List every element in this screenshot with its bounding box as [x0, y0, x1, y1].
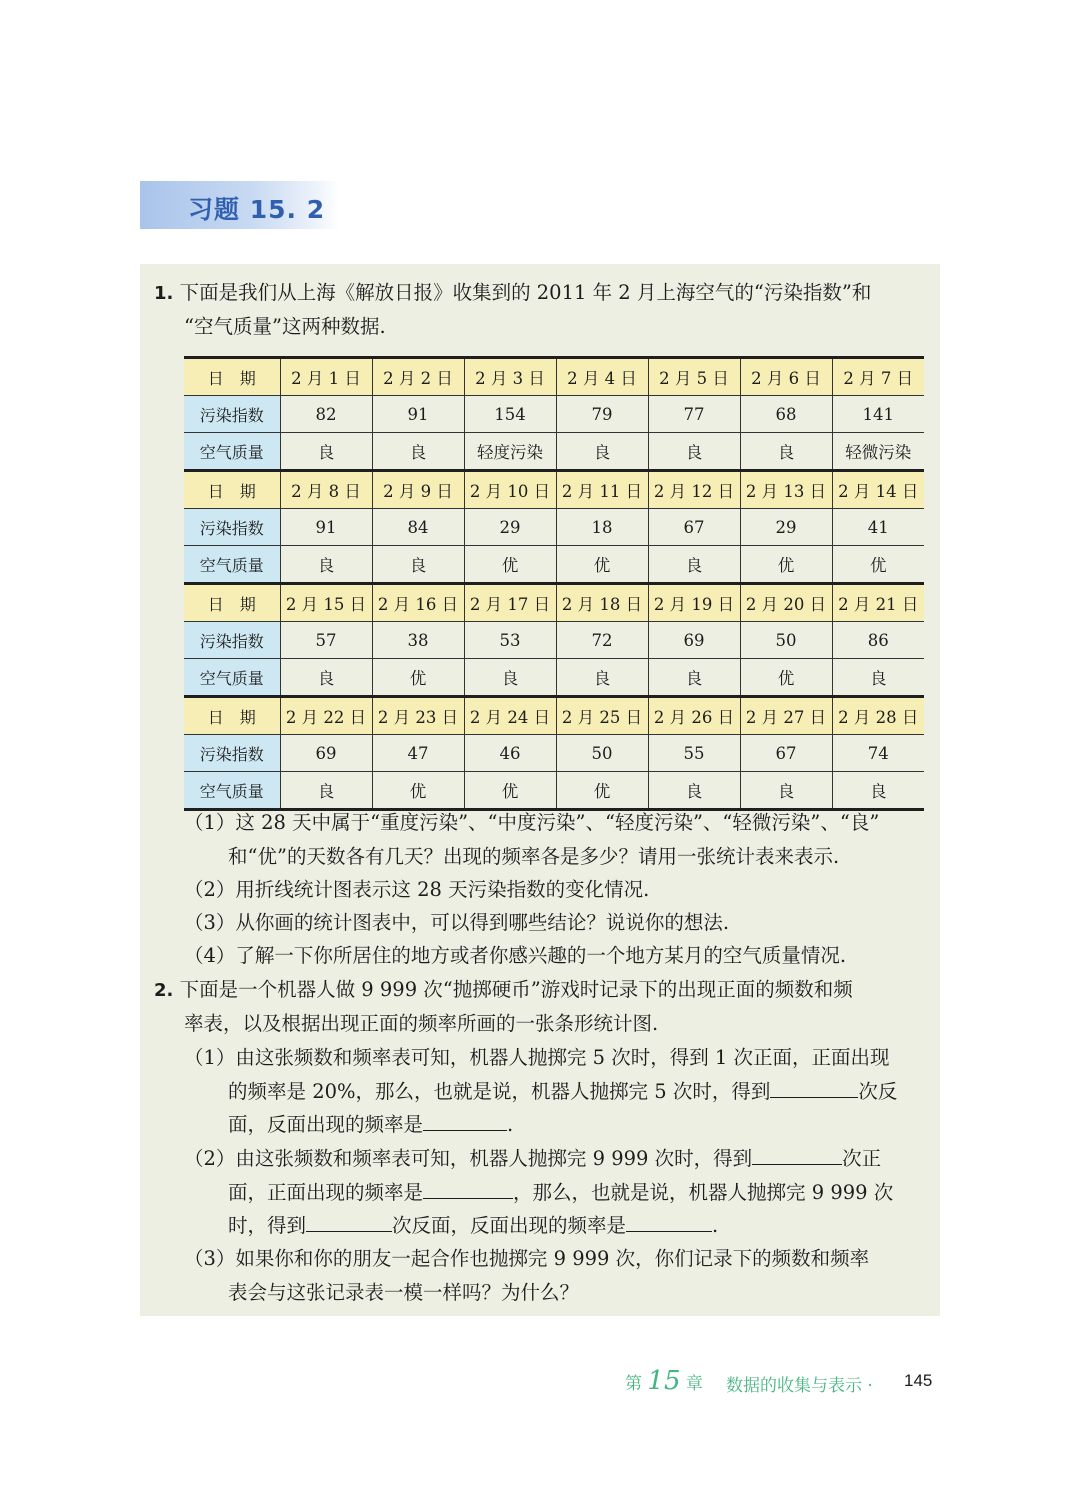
- table-cell: 良: [372, 546, 464, 584]
- table-cell: 69: [280, 735, 372, 772]
- table-cell: 优: [372, 659, 464, 697]
- row-label: 日 期: [184, 584, 280, 622]
- air-quality-table: [184, 356, 924, 811]
- table-cell: 优: [372, 772, 464, 810]
- row-label: 污染指数: [184, 622, 280, 659]
- q1-sub1-line1: （1）这 28 天中属于“重度污染”、“中度污染”、“轻度污染”、“轻微污染”、“良”: [184, 811, 880, 834]
- table-cell: 29: [464, 509, 556, 546]
- air-quality-row: [184, 659, 924, 697]
- row-label: 日 期: [184, 697, 280, 735]
- table-cell: 68: [740, 396, 832, 433]
- footer-chapter-title: 数据的收集与表示 ·: [726, 1376, 873, 1396]
- table-cell: 优: [464, 546, 556, 584]
- table-cell: 2 月 16 日: [372, 584, 464, 622]
- table-cell: 良: [648, 659, 740, 697]
- table-cell: 2 月 24 日: [464, 697, 556, 735]
- table-cell: 2 月 11 日: [556, 471, 648, 509]
- air-quality-row: [184, 433, 924, 471]
- table-cell: 67: [648, 509, 740, 546]
- pollution-index-row: [184, 622, 924, 659]
- table-cell: 轻度污染: [464, 433, 556, 471]
- table-cell: 2 月 3 日: [464, 358, 556, 396]
- table-cell: 2 月 25 日: [556, 697, 648, 735]
- table-cell: 2 月 14 日: [832, 471, 924, 509]
- table-cell: 2 月 10 日: [464, 471, 556, 509]
- q1-sub2: （2）用折线统计图表示这 28 天污染指数的变化情况.: [184, 878, 650, 901]
- q1-sub4: （4）了解一下你所居住的地方或者你感兴趣的一个地方某月的空气质量情况.: [184, 944, 847, 967]
- table-cell: 53: [464, 622, 556, 659]
- table-cell: 86: [832, 622, 924, 659]
- table-cell: 2 月 21 日: [832, 584, 924, 622]
- table-cell: 良: [464, 659, 556, 697]
- table-cell: 2 月 19 日: [648, 584, 740, 622]
- table-cell: 2 月 5 日: [648, 358, 740, 396]
- answer-blank[interactable]: [423, 1178, 513, 1199]
- table-cell: 50: [556, 735, 648, 772]
- table-cell: 84: [372, 509, 464, 546]
- answer-blank[interactable]: [306, 1211, 392, 1232]
- q2-sub1-line3: 面，反面出现的频率是 .: [228, 1108, 513, 1142]
- air-quality-row: [184, 772, 924, 810]
- table-cell: 2 月 4 日: [556, 358, 648, 396]
- table-cell: 57: [280, 622, 372, 659]
- table-cell: 2 月 15 日: [280, 584, 372, 622]
- table-cell: 2 月 6 日: [740, 358, 832, 396]
- table-cell: 良: [740, 772, 832, 810]
- pollution-index-row: [184, 735, 924, 772]
- table-cell: 154: [464, 396, 556, 433]
- pollution-index-row: [184, 396, 924, 433]
- table-cell: 29: [740, 509, 832, 546]
- table-cell: 72: [556, 622, 648, 659]
- q1-sub1-line2: 和“优”的天数各有几天？出现的频率各是多少？请用一张统计表来表示.: [228, 845, 840, 868]
- table-cell: 91: [280, 509, 372, 546]
- row-label: 污染指数: [184, 509, 280, 546]
- row-label: 空气质量: [184, 546, 280, 584]
- table-cell: 良: [832, 659, 924, 697]
- row-label: 空气质量: [184, 433, 280, 471]
- q1-line1: 1. 下面是我们从上海《解放日报》收集到的 2011 年 2 月上海空气的“污染指数”和: [154, 281, 872, 304]
- table-cell: 良: [280, 433, 372, 471]
- row-label: 日 期: [184, 471, 280, 509]
- table-cell: 良: [280, 546, 372, 584]
- table-cell: 82: [280, 396, 372, 433]
- q2-sub3-line2: 表会与这张记录表一模一样吗？为什么？: [228, 1281, 580, 1304]
- table-cell: 优: [556, 546, 648, 584]
- date-row: [184, 697, 924, 735]
- table-cell: 46: [464, 735, 556, 772]
- table-cell: 优: [832, 546, 924, 584]
- table-cell: 2 月 17 日: [464, 584, 556, 622]
- row-label: 空气质量: [184, 659, 280, 697]
- q2-sub3-line1: （3）如果你和你的朋友一起合作也抛掷完 9 999 次，你们记录下的频数和频率: [184, 1247, 870, 1270]
- row-label: 日 期: [184, 358, 280, 396]
- answer-blank[interactable]: [626, 1211, 712, 1232]
- footer-chapter: 第 15 章: [625, 1366, 703, 1396]
- table-cell: 优: [556, 772, 648, 810]
- table-cell: 2 月 22 日: [280, 697, 372, 735]
- table-cell: 良: [556, 433, 648, 471]
- table-cell: 67: [740, 735, 832, 772]
- table-cell: 79: [556, 396, 648, 433]
- date-row: [184, 471, 924, 509]
- table-cell: 2 月 2 日: [372, 358, 464, 396]
- table-cell: 良: [740, 433, 832, 471]
- q2-line2: 率表，以及根据出现正面的频率所画的一张条形统计图.: [184, 1012, 659, 1035]
- q1-line2: “空气质量”这两种数据.: [184, 315, 386, 338]
- table-cell: 47: [372, 735, 464, 772]
- row-label: 污染指数: [184, 396, 280, 433]
- air-quality-row: [184, 546, 924, 584]
- table-cell: 良: [832, 772, 924, 810]
- table-cell: 18: [556, 509, 648, 546]
- table-cell: 2 月 18 日: [556, 584, 648, 622]
- table-cell: 50: [740, 622, 832, 659]
- table-cell: 良: [280, 772, 372, 810]
- answer-blank[interactable]: [752, 1144, 842, 1165]
- table-cell: 2 月 1 日: [280, 358, 372, 396]
- answer-blank[interactable]: [770, 1077, 858, 1098]
- table-cell: 良: [648, 433, 740, 471]
- table-cell: 良: [648, 772, 740, 810]
- table-cell: 良: [648, 546, 740, 584]
- table-cell: 2 月 26 日: [648, 697, 740, 735]
- table-cell: 77: [648, 396, 740, 433]
- table-cell: 38: [372, 622, 464, 659]
- table-cell: 91: [372, 396, 464, 433]
- row-label: 空气质量: [184, 772, 280, 810]
- table-cell: 2 月 9 日: [372, 471, 464, 509]
- table-cell: 2 月 8 日: [280, 471, 372, 509]
- table-cell: 良: [280, 659, 372, 697]
- date-row: [184, 584, 924, 622]
- answer-blank[interactable]: [423, 1110, 507, 1131]
- table-cell: 轻微污染: [832, 433, 924, 471]
- section-title: 习题 15. 2: [188, 195, 326, 224]
- q2-sub1-line2: 的频率是 20%，那么，也就是说，机器人抛掷完 5 次时，得到 次反: [228, 1075, 897, 1109]
- q1-sub3: （3）从你画的统计图表中，可以得到哪些结论？说说你的想法.: [184, 911, 730, 934]
- table-cell: 74: [832, 735, 924, 772]
- table-cell: 41: [832, 509, 924, 546]
- q2-number: 2.: [154, 980, 174, 1001]
- table-cell: 2 月 27 日: [740, 697, 832, 735]
- table-cell: 141: [832, 396, 924, 433]
- table-cell: 2 月 28 日: [832, 697, 924, 735]
- table-cell: 55: [648, 735, 740, 772]
- table-cell: 优: [740, 659, 832, 697]
- pollution-index-row: [184, 509, 924, 546]
- table-cell: 2 月 23 日: [372, 697, 464, 735]
- date-row: [184, 358, 924, 396]
- page-number: 145: [904, 1371, 933, 1390]
- q2-line1: 2. 下面是一个机器人做 9 999 次“抛掷硬币”游戏时记录下的出现正面的频数和频: [154, 978, 853, 1001]
- table-cell: 优: [740, 546, 832, 584]
- table-cell: 2 月 13 日: [740, 471, 832, 509]
- q2-sub2-line1: （2）由这张频数和频率表可知，机器人抛掷完 9 999 次时，得到 次正: [184, 1142, 881, 1176]
- q2-sub2-line3: 时，得到 次反面，反面出现的频率是 .: [228, 1209, 718, 1243]
- table-cell: 2 月 7 日: [832, 358, 924, 396]
- table-cell: 良: [372, 433, 464, 471]
- table-cell: 69: [648, 622, 740, 659]
- table-cell: 优: [464, 772, 556, 810]
- q1-number: 1.: [154, 283, 174, 304]
- q2-sub1-line1: （1）由这张频数和频率表可知，机器人抛掷完 5 次时，得到 1 次正面，正面出现: [184, 1046, 890, 1069]
- table-cell: 良: [556, 659, 648, 697]
- q2-sub2-line2: 面，正面出现的频率是 ，那么，也就是说，机器人抛掷完 9 999 次: [228, 1176, 893, 1210]
- table-cell: 2 月 12 日: [648, 471, 740, 509]
- table-cell: 2 月 20 日: [740, 584, 832, 622]
- row-label: 污染指数: [184, 735, 280, 772]
